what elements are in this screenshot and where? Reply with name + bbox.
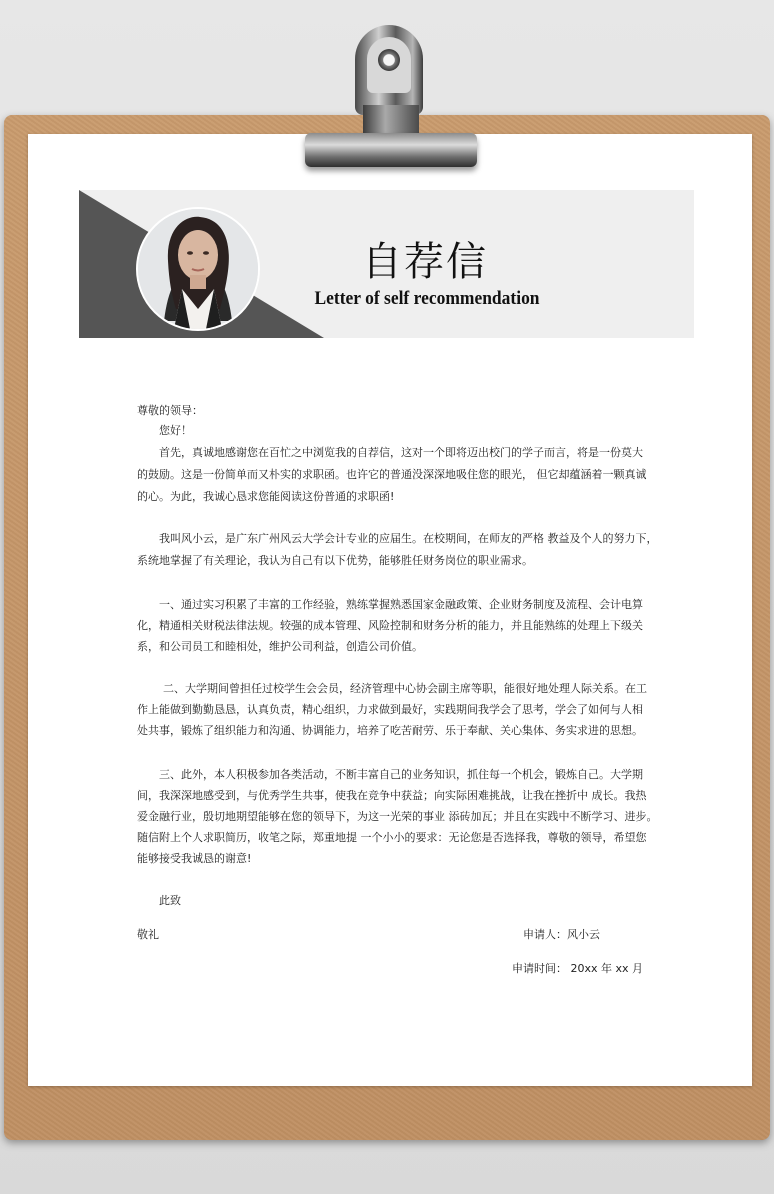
closing-line-2: 敬礼: [137, 928, 159, 941]
paragraph-3-line: 系，和公司员工和睦相处，维护公司利益，创造公司价值。: [137, 640, 423, 653]
paragraph-2-line: 系统地掌握了有关理论，我认为自己有以下优势，能够胜任财务岗位的职业需求。: [137, 554, 533, 567]
paragraph-4-line: 作上能做到勤勤恳恳，认真负责，精心组织，力求做到最好，实践期间我学会了思考，学会了如何与人相: [137, 703, 643, 716]
binder-clip-icon: [305, 25, 477, 175]
avatar: [136, 207, 260, 331]
paragraph-4-line: 处共事，锻炼了组织能力和沟通、协调能力，培养了吃苦耐劳、乐于奉献、关心集体、务实求进的思想。: [137, 724, 643, 737]
paragraph-1-line: 的鼓励。这是一份简单而又朴实的求职函。也许它的普通没深深地吸住您的眼光， 但它却蕴涵着一颗真诚: [137, 468, 647, 481]
paragraph-4-line: 二、大学期间曾担任过校学生会会员，经济管理中心协会副主席等职，能很好地处理人际关系。在工: [163, 682, 647, 695]
salutation: 尊敬的领导：: [137, 404, 203, 417]
page-subtitle: Letter of self recommendation: [314, 288, 540, 309]
paragraph-1-line: 的心。为此，我诚心恳求您能阅读这份普通的求职函!: [137, 490, 395, 503]
applicant-signature: 申请人：风小云: [523, 928, 600, 941]
paragraph-1-line: 首先，真诚地感谢您在百忙之中浏览我的自荐信，这对一个即将迈出校门的学子而言，将是一份莫大: [159, 446, 643, 459]
paragraph-2-line: 我叫风小云，是广东广州风云大学会计专业的应届生。在校期间，在师友的严格 教益及个人的努力下，: [159, 532, 658, 545]
paragraph-5-line: 爱金融行业，殷切地期望能够在您的领导下，为这一光荣的事业 添砖加瓦；并且在实践中不断学习、进步。: [137, 810, 658, 823]
greeting: 您好！: [159, 424, 192, 437]
closing-line-1: 此致: [159, 894, 181, 907]
paragraph-3-line: 化，精通相关财税法律法规。较强的成本管理、风险控制和财务分析的能力，并且能熟练的处理上下级关: [137, 619, 643, 632]
application-date: 申请时间： 20xx 年 xx 月: [512, 962, 644, 975]
portrait-image: [138, 209, 258, 329]
paragraph-5-line: 随信附上个人求职简历，收笔之际，郑重地提 一个小小的要求：无论您是否选择我，尊敬的领导，希望您: [137, 831, 647, 844]
paragraph-3-line: 一、通过实习积累了丰富的工作经验，熟练掌握熟悉国家金融政策、企业财务制度及流程、会计电算: [159, 598, 643, 611]
paragraph-5-line: 三、此外，本人积极参加各类活动，不断丰富自己的业务知识，抓住每一个机会，锻炼自己。大学期: [159, 768, 643, 781]
page-title: 自荐信: [362, 239, 488, 285]
paragraph-5-line: 间，我深深地感受到，与优秀学生共事，使我在竞争中获益；向实际困难挑战，让我在挫折中 成长。我热: [137, 789, 647, 802]
paragraph-5-line: 能够接受我诚恳的谢意!: [137, 852, 252, 865]
